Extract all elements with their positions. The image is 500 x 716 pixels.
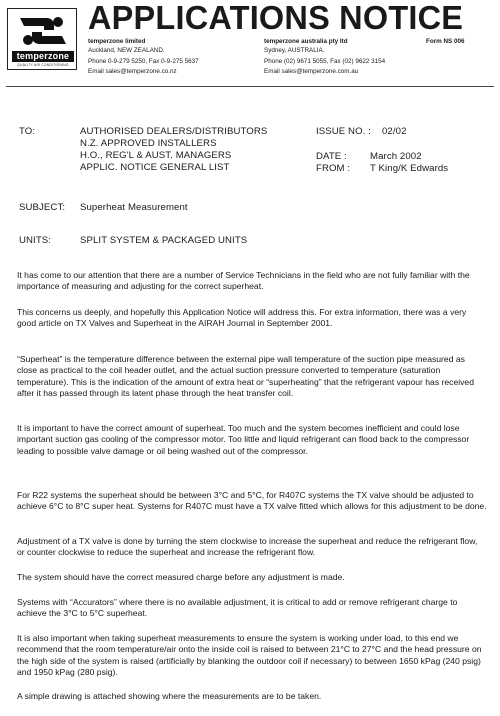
from-value: T King/K Edwards — [370, 163, 449, 174]
body-paragraph: Adjustment of a TX valve is done by turning the stem clockwise to increase the superheat and reduce the refrigerant flow, or counter clockwise to reduce the superheat and increase the refrigerant flow. — [17, 536, 478, 558]
letterhead-divider — [6, 86, 494, 87]
body-paragraph: It is important to have the correct amount of superheat. Too much and the system becomes inefficient and could lose important suction gas cooling of the compressor motor. Too little and liquid refrigerant can flood back to the compressor leading to possible valve damage or oil being washed out of the compressor. — [17, 423, 470, 456]
nz-phone: Phone 0-9-279 5250, Fax 0-9-275 5637 — [88, 58, 199, 65]
au-email: Email sales@temperzone.com.au — [264, 68, 359, 75]
recipient-line: APPLIC. NOTICE GENERAL LIST — [80, 162, 230, 173]
logo-mark-icon — [14, 12, 72, 50]
units-label: UNITS: — [19, 235, 52, 246]
nz-email: Email sales@temperzone.co.nz — [88, 68, 177, 75]
recipient-line: N.Z. APPROVED INSTALLERS — [80, 138, 217, 149]
nz-address: Auckland, NEW ZEALAND. — [88, 47, 165, 54]
form-number: Form NS 006 — [426, 38, 465, 45]
subject-label: SUBJECT: — [19, 202, 66, 213]
from-label: FROM : — [316, 163, 351, 174]
logo-tagline: QUALITY AIR CONDITIONING — [17, 63, 69, 67]
recipient-line: AUTHORISED DEALERS/DISTRIBUTORS — [80, 126, 268, 137]
au-phone: Phone (02) 9671 5055, Fax (02) 9622 3154 — [264, 58, 386, 65]
units-value: SPLIT SYSTEM & PACKAGED UNITS — [80, 235, 248, 246]
au-address: Sydney, AUSTRALIA. — [264, 47, 325, 54]
date-label: DATE : — [316, 151, 347, 162]
date-value: March 2002 — [370, 151, 422, 162]
issue-label: ISSUE NO. : — [316, 126, 371, 137]
body-paragraph: “Superheat” is the temperature difference between the external pipe wall temperature of the suction pipe measured as close as practical to the coil header outlet, and the actual suction pressure converted to temperature (saturation temperature). This is the indication of the amount of extra heat or “superheating” that the refrigerant vapour has received after it has passed through its latent phase through the heat transfer coil. — [17, 354, 474, 399]
to-label: TO: — [19, 126, 36, 137]
subject-value: Superheat Measurement — [80, 202, 188, 213]
body-paragraph: A simple drawing is attached showing where the measurements are to be taken. — [17, 691, 322, 701]
issue-value: 02/02 — [382, 126, 407, 137]
nz-company-name: temperzone limited — [88, 38, 146, 45]
recipient-line: H.O., REG'L & AUST. MANAGERS — [80, 150, 232, 161]
body-paragraph: For R22 systems the superheat should be between 3°C and 5°C, for R407C systems the TX valve should be adjusted to achieve 6°C to 8°C super heat. Systems for R407C must have a TX valve fitted which allows for this adjustment to be done. — [17, 490, 487, 512]
document-title: APPLICATIONS NOTICE — [88, 0, 464, 36]
body-paragraph: Systems with “Accurators” where there is no available adjustment, it is critical to add or remove refrigerant charge to achieve the 3°C to 5°C superheat. — [17, 597, 458, 619]
body-paragraph: It is also important when taking superheat measurements to ensure the system is working under load, to this end we recommend that the room temperature/air onto the inside coil is raised to between 21°C to 27°C and the head pressure on the high side of the system is raised (artificially by blanking the outdoor coil if necessary) to between 1650 kPag (240 psig) and 1950 kPag (280 psig). — [17, 633, 482, 678]
logo-wordmark: temperzone — [12, 51, 74, 62]
body-paragraph: It has come to our attention that there are a number of Service Technicians in the field who are not fully familiar with the importance of measuring and adjusting for the correct superheat. — [17, 270, 470, 292]
temperzone-logo — [7, 8, 77, 70]
body-paragraph: The system should have the correct measured charge before any adjustment is made. — [17, 572, 345, 582]
au-company-name: temperzone australia pty ltd — [264, 38, 348, 45]
body-paragraph: This concerns us deeply, and hopefully this Application Notice will address this. For extra information, there was a very good article on TX Valves and Superheat in the AIRAH Journal in September 2001. — [17, 307, 467, 329]
